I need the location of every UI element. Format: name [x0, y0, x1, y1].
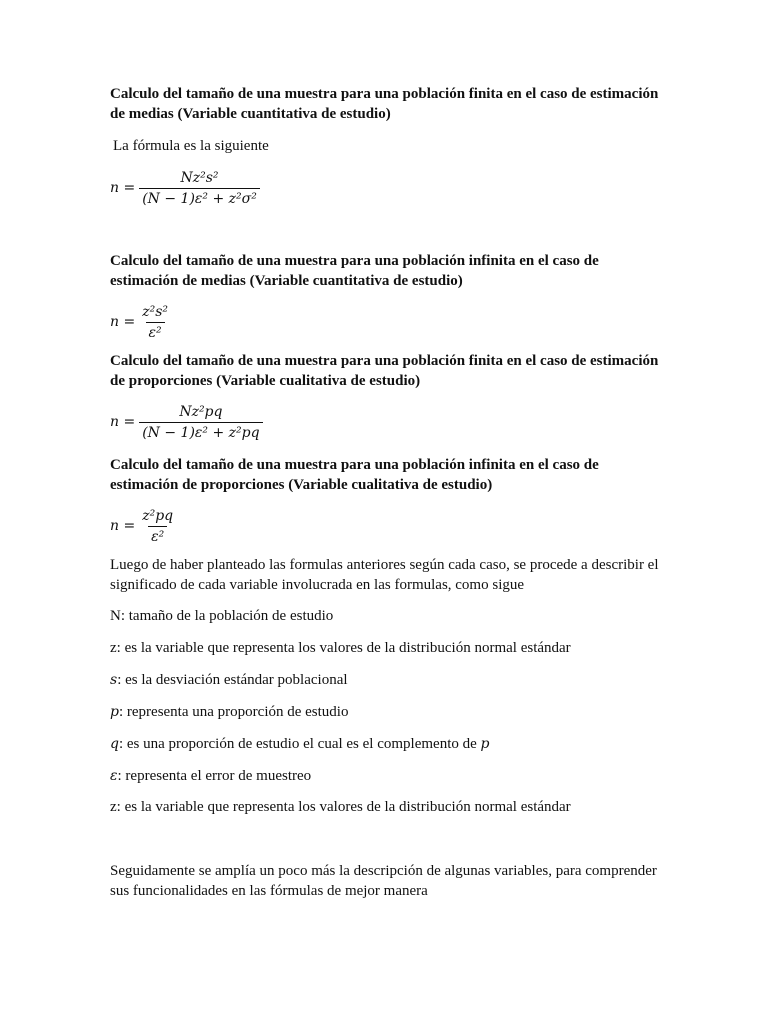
definition-text: : representa una proporción de estudio	[118, 704, 349, 720]
definition-text: : es la variable que representa los valores de la distribución normal estándar	[116, 640, 571, 656]
formula-fraction	[139, 508, 176, 545]
formula-denominator: ε²	[146, 322, 165, 341]
formula-lhs: n =	[110, 314, 136, 330]
formula-fraction	[139, 404, 262, 441]
symbol-z: z	[110, 799, 117, 815]
formula-infinite-proportions	[110, 504, 176, 548]
definition-text: : es una proporción de estudio el cual es el complemento de	[118, 736, 481, 752]
definition-text: : es la variable que representa los valores de la distribución normal estándar	[116, 799, 571, 815]
formula-finite-proportions	[110, 400, 263, 444]
symbol-N: N	[110, 608, 121, 624]
closing-paragraph: Seguidamente se amplía un poco más la descripción de algunas variables, para comprender sus funcionalidades en las fórmulas de mejor manera	[110, 863, 657, 899]
formula-lhs: n =	[110, 180, 136, 196]
formula-finite-means	[110, 166, 260, 210]
section2-heading: Calculo del tamaño de una muestra para una población infinita en el caso de estimación de medias (Variable cuantitativa de estudio)	[110, 253, 599, 289]
formula-denominator: ε²	[148, 526, 167, 545]
symbol-z: z	[110, 640, 117, 656]
definition-N	[110, 606, 690, 626]
formula-lhs: n =	[110, 414, 136, 430]
formula-numerator: z²pq	[142, 507, 174, 524]
formula-intro: La fórmula es la siguiente	[113, 138, 269, 154]
formula-denominator: (N − 1)ε² + z²σ²	[139, 188, 260, 207]
section1-heading: Calculo del tamaño de una muestra para una población finita en el caso de estimación de medias (Variable cuantitativa de estudio)	[110, 86, 659, 122]
definition-q	[110, 734, 690, 754]
definition-text: : es la desviación estándar poblacional	[117, 672, 348, 688]
formula-infinite-means	[110, 300, 171, 344]
definition-p	[110, 702, 690, 722]
section4-heading: Calculo del tamaño de una muestra para una población infinita en el caso de estimación de proporciones (Variable cualitativa de estudio)	[110, 457, 599, 493]
section3-heading: Calculo del tamaño de una muestra para una población finita en el caso de estimación de proporciones (Variable cualitativa de estudio)	[110, 353, 659, 389]
formula-lhs: n =	[110, 518, 136, 534]
definition-z-repeat	[110, 797, 690, 817]
formula-fraction	[139, 170, 260, 207]
definition-text: : tamaño de la población de estudio	[120, 608, 334, 624]
symbol-s: s	[110, 672, 118, 688]
formula-numerator: z²s²	[142, 303, 168, 320]
formula-denominator: (N − 1)ε² + z²pq	[139, 422, 262, 441]
symbol-p: p	[480, 736, 490, 752]
definition-z	[110, 638, 690, 658]
symbol-p: p	[110, 704, 119, 720]
symbol-q: q	[110, 736, 119, 752]
formula-numerator: Nz²pq	[179, 403, 223, 420]
definition-s	[110, 670, 690, 690]
definition-text: : representa el error de muestreo	[117, 768, 312, 784]
formula-fraction	[139, 304, 171, 341]
symbol-epsilon: ε	[110, 768, 118, 784]
definition-epsilon	[110, 766, 690, 786]
formula-numerator: Nz²s²	[180, 169, 219, 186]
explanation-paragraph: Luego de haber planteado las formulas anteriores según cada caso, se procede a describir el significado de cada variable involucrada en las formulas, como sigue	[110, 557, 659, 593]
